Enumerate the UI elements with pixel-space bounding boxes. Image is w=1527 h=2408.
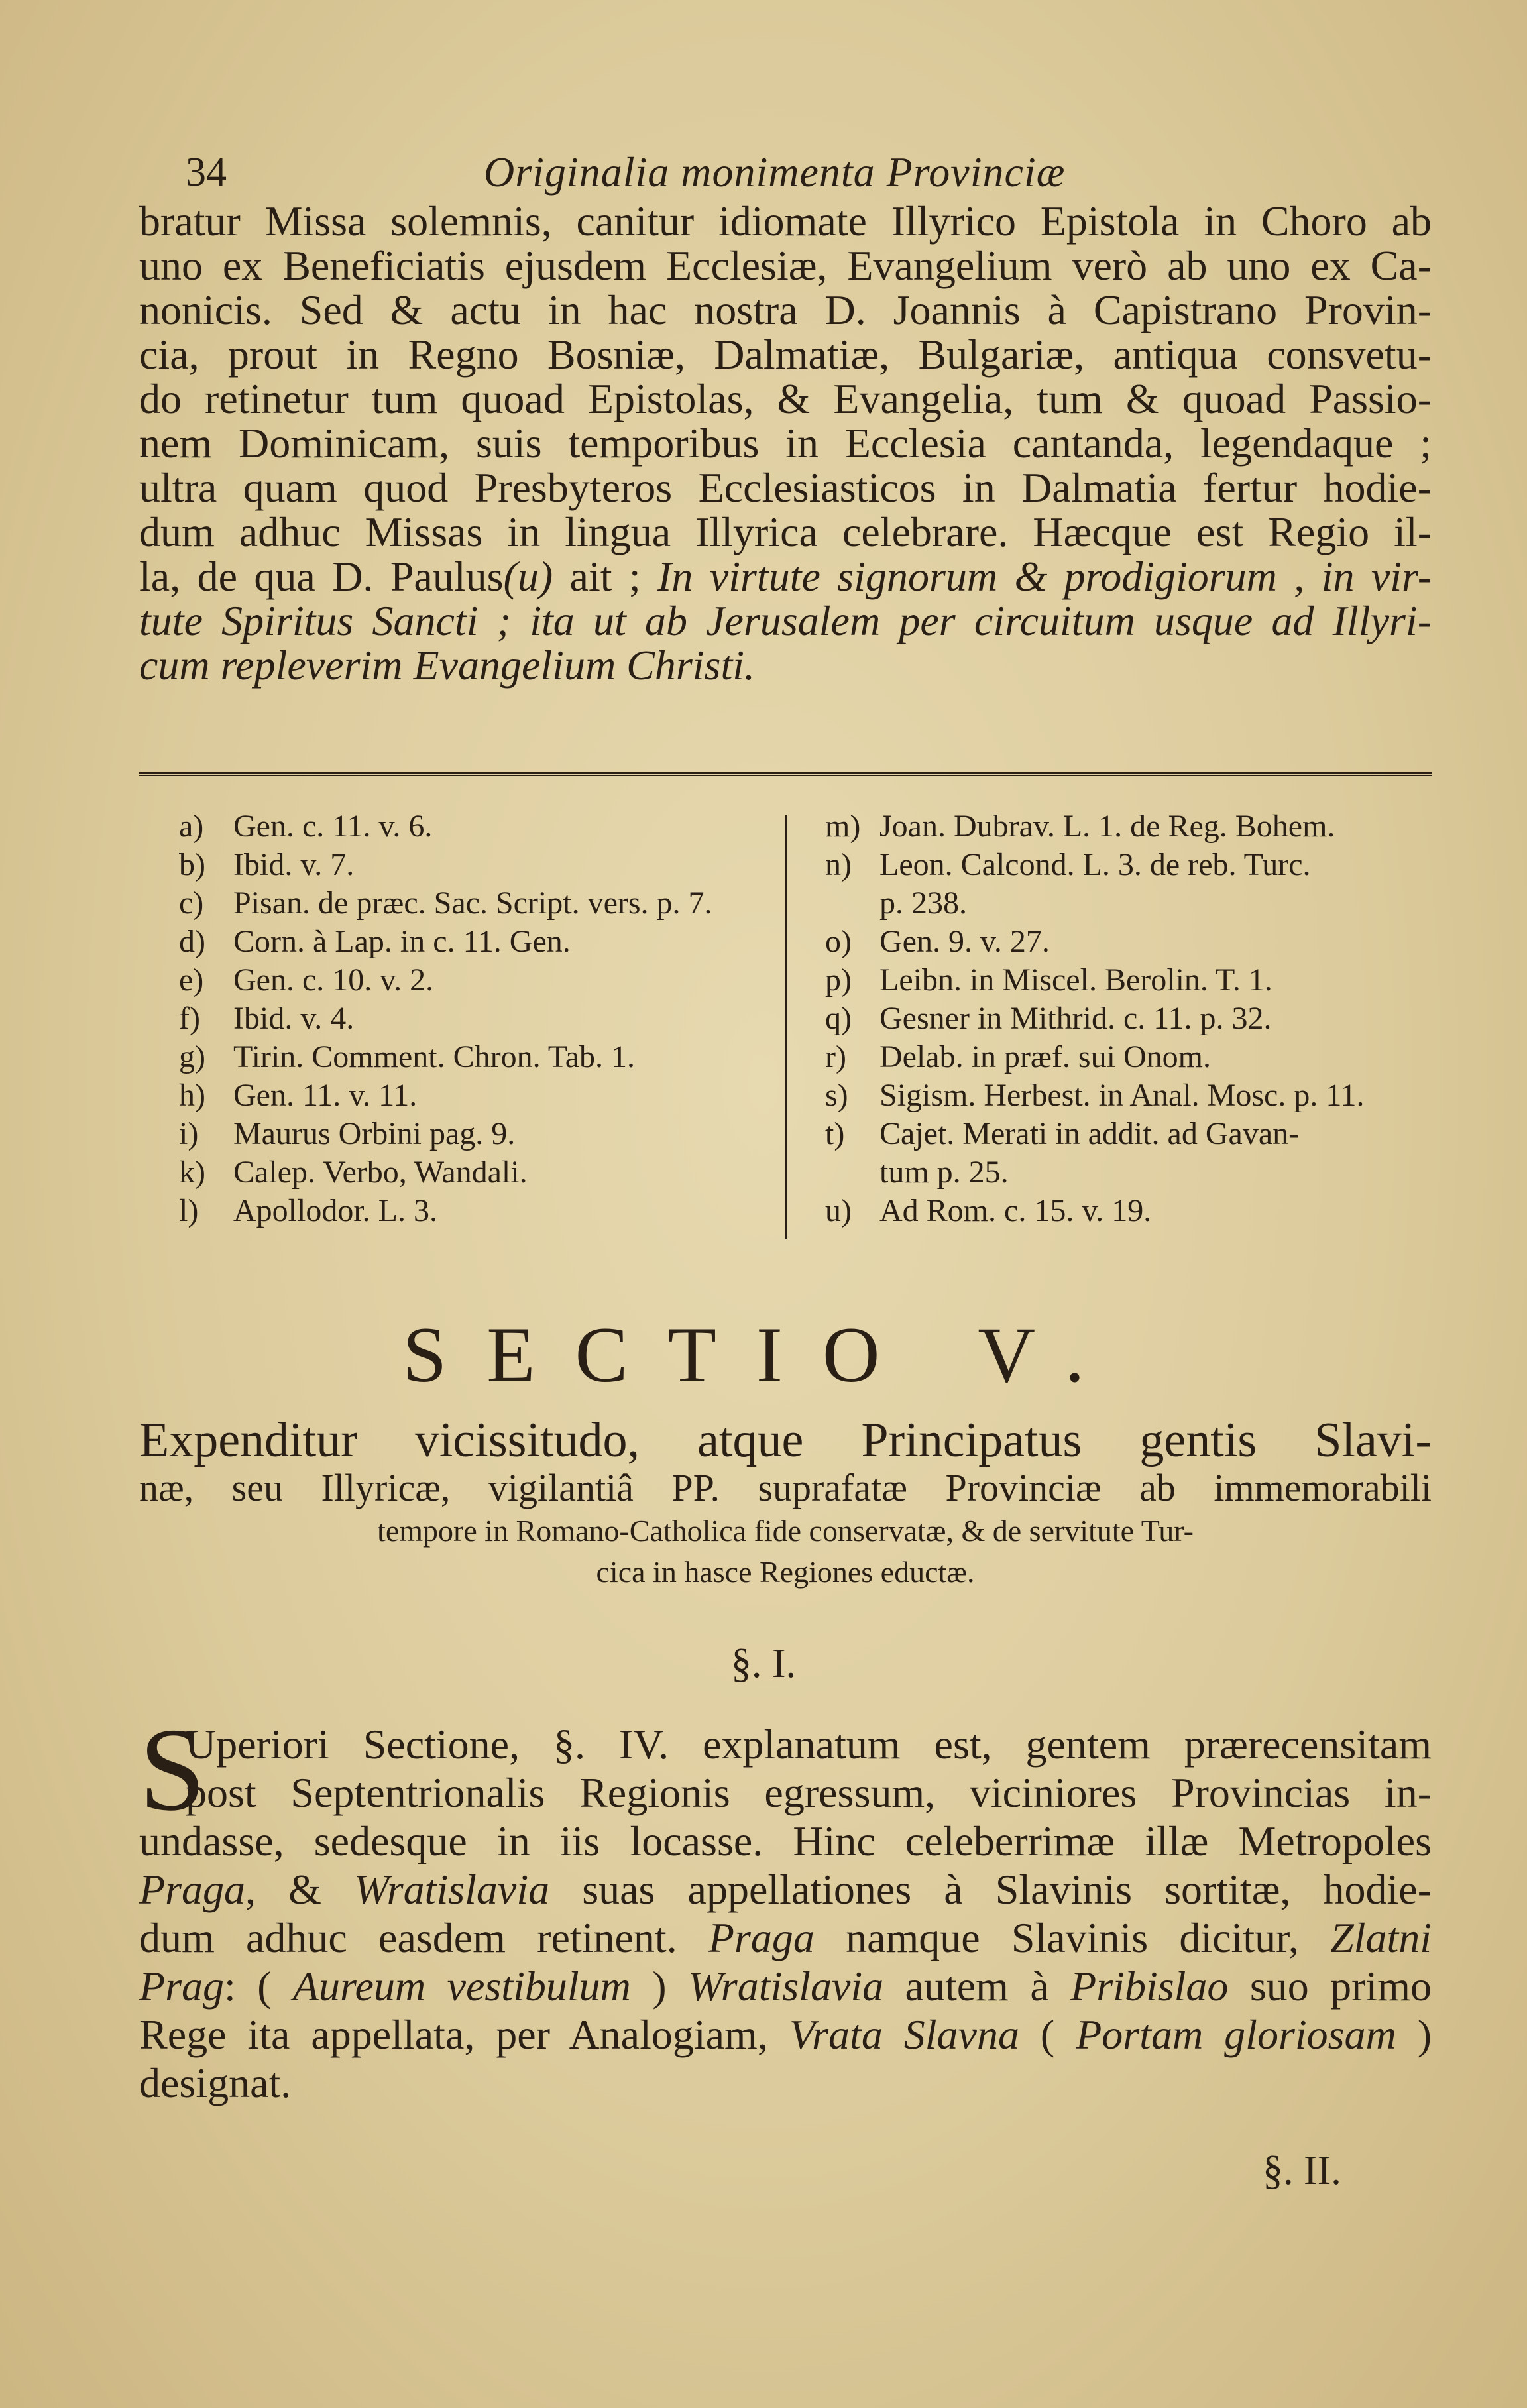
text-line: bratur Missa solemnis, canitur idiomate Illyrico Epistola in Choro ab <box>139 198 1432 245</box>
text-run: suo primo <box>1228 1963 1432 2010</box>
footnote-text: Ibid. v. 4. <box>233 1001 355 1036</box>
footnote-text: Leibn. in Miscel. Berolin. T. 1. <box>879 962 1272 998</box>
text-run: ( <box>1019 2011 1076 2058</box>
text-line <box>139 1914 1432 1962</box>
place-name: Wratislavia <box>688 1963 884 2010</box>
body-text <box>139 199 1432 687</box>
footnotes-left <box>179 807 782 1230</box>
footnote-text: Ad Rom. c. 15. v. 19. <box>879 1193 1152 1228</box>
text-line <box>139 554 1432 599</box>
place-name: Zlatni <box>1330 1914 1432 1961</box>
footnote-text: Gesner in Mithrid. c. 11. p. 32. <box>879 1001 1272 1036</box>
text-line <box>139 1962 1432 2010</box>
section-title: SECTIO V. <box>402 1310 1125 1399</box>
place-name: Wratislavia <box>353 1866 550 1913</box>
gloss: Aureum vestibulum <box>292 1963 631 2010</box>
footnote-key: m) <box>825 809 861 844</box>
text-line <box>139 1865 1432 1914</box>
footnote <box>825 1153 1435 1192</box>
footnote-key: r) <box>825 1039 846 1074</box>
footnote <box>825 961 1435 1000</box>
catchword: §. II. <box>1263 2148 1341 2193</box>
footnote <box>179 1000 782 1038</box>
footnote <box>825 884 1435 923</box>
footnote-key: f) <box>179 1001 200 1036</box>
footnote <box>825 807 1435 846</box>
heading-line: cica in hasce Regiones eductæ. <box>596 1555 975 1589</box>
footnote <box>825 1115 1435 1153</box>
gloss: Portam gloriosam <box>1076 2011 1396 2058</box>
text-run: : ( <box>224 1963 293 2010</box>
footnote-key: n) <box>825 847 852 882</box>
heading-line: næ, seu Illyricæ, vigilantiâ PP. suprafatæ Provinciæ ab immemorabili <box>139 1466 1432 1509</box>
footnote-text: Pisan. de præc. Sac. Script. vers. p. 7. <box>233 886 712 921</box>
footnote <box>825 1192 1435 1230</box>
quotation-line: tute Spiritus Sancti ; ita ut ab Jerusalem per circuitum usque ad Illyri- <box>139 597 1432 644</box>
footnote-key: q) <box>825 1001 852 1036</box>
footnote-text: Joan. Dubrav. L. 1. de Reg. Bohem. <box>879 809 1335 844</box>
footnote-text: Calep. Verbo, Wandali. <box>233 1155 528 1190</box>
footnote-key: t) <box>825 1116 845 1151</box>
text-run: suas appellationes à Slavinis sortitæ, hodie- <box>549 1866 1432 1913</box>
text-line: nonicis. Sed & actu in hac nostra D. Joannis à Capistrano Provin- <box>139 286 1432 333</box>
text-line: ultra quam quod Presbyteros Ecclesiasticos in Dalmatia fertur hodie- <box>139 464 1432 511</box>
footnote <box>179 807 782 846</box>
footnote <box>179 1115 782 1153</box>
text-run: ) <box>1396 2011 1432 2058</box>
footnote <box>179 1153 782 1192</box>
footnote-text: Maurus Orbini pag. 9. <box>233 1116 516 1151</box>
footnote-key: p) <box>825 962 852 998</box>
footnote-text: Gen. 9. v. 27. <box>879 924 1050 959</box>
text-line: cia, prout in Regno Bosniæ, Dalmatiæ, Bulgariæ, antiqua consvetu- <box>139 331 1432 378</box>
text-line: dum adhuc Missas in lingua Illyrica celebrare. Hæcque est Regio il- <box>139 508 1432 555</box>
text-line: nem Dominicam, suis temporibus in Ecclesia cantanda, legendaque ; <box>139 420 1432 467</box>
footnote <box>825 1076 1435 1115</box>
footnote-text: Delab. in præf. sui Onom. <box>879 1039 1211 1074</box>
footnote-key: k) <box>179 1155 205 1190</box>
footnote <box>825 923 1435 961</box>
place-name: Praga <box>139 1866 245 1913</box>
footnote-key: l) <box>179 1193 199 1228</box>
column-divider <box>785 815 787 1239</box>
footnote <box>179 884 782 923</box>
page-number: 34 <box>186 150 227 195</box>
place-name: Prag <box>139 1963 224 2010</box>
footnote-key: d) <box>179 924 205 959</box>
footnote-text: Gen. 11. v. 11. <box>233 1078 418 1113</box>
text-line: designat. <box>139 2059 292 2106</box>
running-title: Originalia monimenta Provinciæ <box>484 148 1066 196</box>
footnote-key: u) <box>825 1193 852 1228</box>
text-line: uno ex Beneficiatis ejusdem Ecclesiæ, Evangelium verò ab uno ex Ca- <box>139 242 1432 289</box>
footnote-key: h) <box>179 1078 205 1113</box>
footnote-text: Leon. Calcond. L. 3. de reb. Turc. <box>879 847 1311 882</box>
drop-cap: S <box>139 1703 206 1835</box>
text-run: autem à <box>883 1963 1071 2010</box>
footnote-key: a) <box>179 809 204 844</box>
footnote-key: s) <box>825 1078 848 1113</box>
heading-line: Expenditur vicissitudo, atque Principatus gentis Slavi- <box>139 1413 1432 1467</box>
section-paragraph <box>139 1703 1432 2107</box>
footnote <box>179 846 782 884</box>
text-line <box>139 2010 1432 2059</box>
footnote-text: tum p. 25. <box>879 1155 1009 1190</box>
text-run: ait ; <box>553 553 658 600</box>
footnote <box>179 961 782 1000</box>
text-line: undasse, sedesque in iis locasse. Hinc celeberrimæ illæ Metropoles <box>139 1817 1432 1864</box>
footnote-key: b) <box>179 847 205 882</box>
page-header <box>179 143 1438 202</box>
footnote-text: Gen. c. 10. v. 2. <box>233 962 434 998</box>
footnote <box>825 1000 1435 1038</box>
footnotes-right <box>825 807 1435 1230</box>
text-run: ) <box>630 1963 689 2010</box>
footnote <box>825 846 1435 884</box>
text-line: do retinetur tum quoad Epistolas, & Evangelia, tum & quoad Passio- <box>139 375 1432 422</box>
footnote-text: p. 238. <box>879 886 967 921</box>
footnote <box>179 1076 782 1115</box>
footnote-text: Apollodor. L. 3. <box>233 1193 437 1228</box>
section-heading <box>139 1415 1432 1593</box>
footnote-text: Corn. à Lap. in c. 11. Gen. <box>233 924 571 959</box>
quotation-line: cum repleverim Evangelium Christi. <box>139 642 755 689</box>
paragraph-mark: §. I. <box>730 1641 797 1686</box>
quotation: In virtute signorum & prodigiorum , in vir- <box>657 553 1432 600</box>
place-name: Praga <box>708 1914 815 1961</box>
footnote <box>179 1192 782 1230</box>
footnote-text: Sigism. Herbest. in Anal. Mosc. p. 11. <box>879 1078 1365 1113</box>
text-line: Uperiori Sectione, §. IV. explanatum est, gentem prærecensitam <box>186 1721 1432 1768</box>
footnote-text: Tirin. Comment. Chron. Tab. 1. <box>233 1039 636 1074</box>
footnote-key: g) <box>179 1039 205 1074</box>
text-line: post Septentrionalis Regionis egressum, viciniores Provincias in- <box>186 1769 1432 1816</box>
footnote-key: i) <box>179 1116 199 1151</box>
footnote-key: c) <box>179 886 204 921</box>
footnote-text: Gen. c. 11. v. 6. <box>233 809 433 844</box>
footnote <box>179 1038 782 1076</box>
footnote-rule <box>139 772 1432 776</box>
text-run: namque Slavinis dicitur, <box>814 1914 1331 1961</box>
person-name: Pribislao <box>1070 1963 1229 2010</box>
text-run: , & <box>245 1866 354 1913</box>
footnote-text: Ibid. v. 7. <box>233 847 355 882</box>
footnote-ref[interactable]: (u) <box>503 553 553 600</box>
heading-line: tempore in Romano-Catholica fide conservatæ, & de servitute Tur- <box>377 1514 1194 1548</box>
text-run: dum adhuc easdem retinent. <box>139 1914 708 1961</box>
footnote-key: e) <box>179 962 204 998</box>
text-run: la, de qua D. Paulus <box>139 553 504 600</box>
text-run: Rege ita appellata, per Analogiam, <box>139 2011 789 2058</box>
footnote-text: Cajet. Merati in addit. ad Gavan- <box>879 1116 1300 1151</box>
footnote-key: o) <box>825 924 852 959</box>
place-name: Vrata Slavna <box>789 2011 1019 2058</box>
footnote <box>825 1038 1435 1076</box>
footnote <box>179 923 782 961</box>
